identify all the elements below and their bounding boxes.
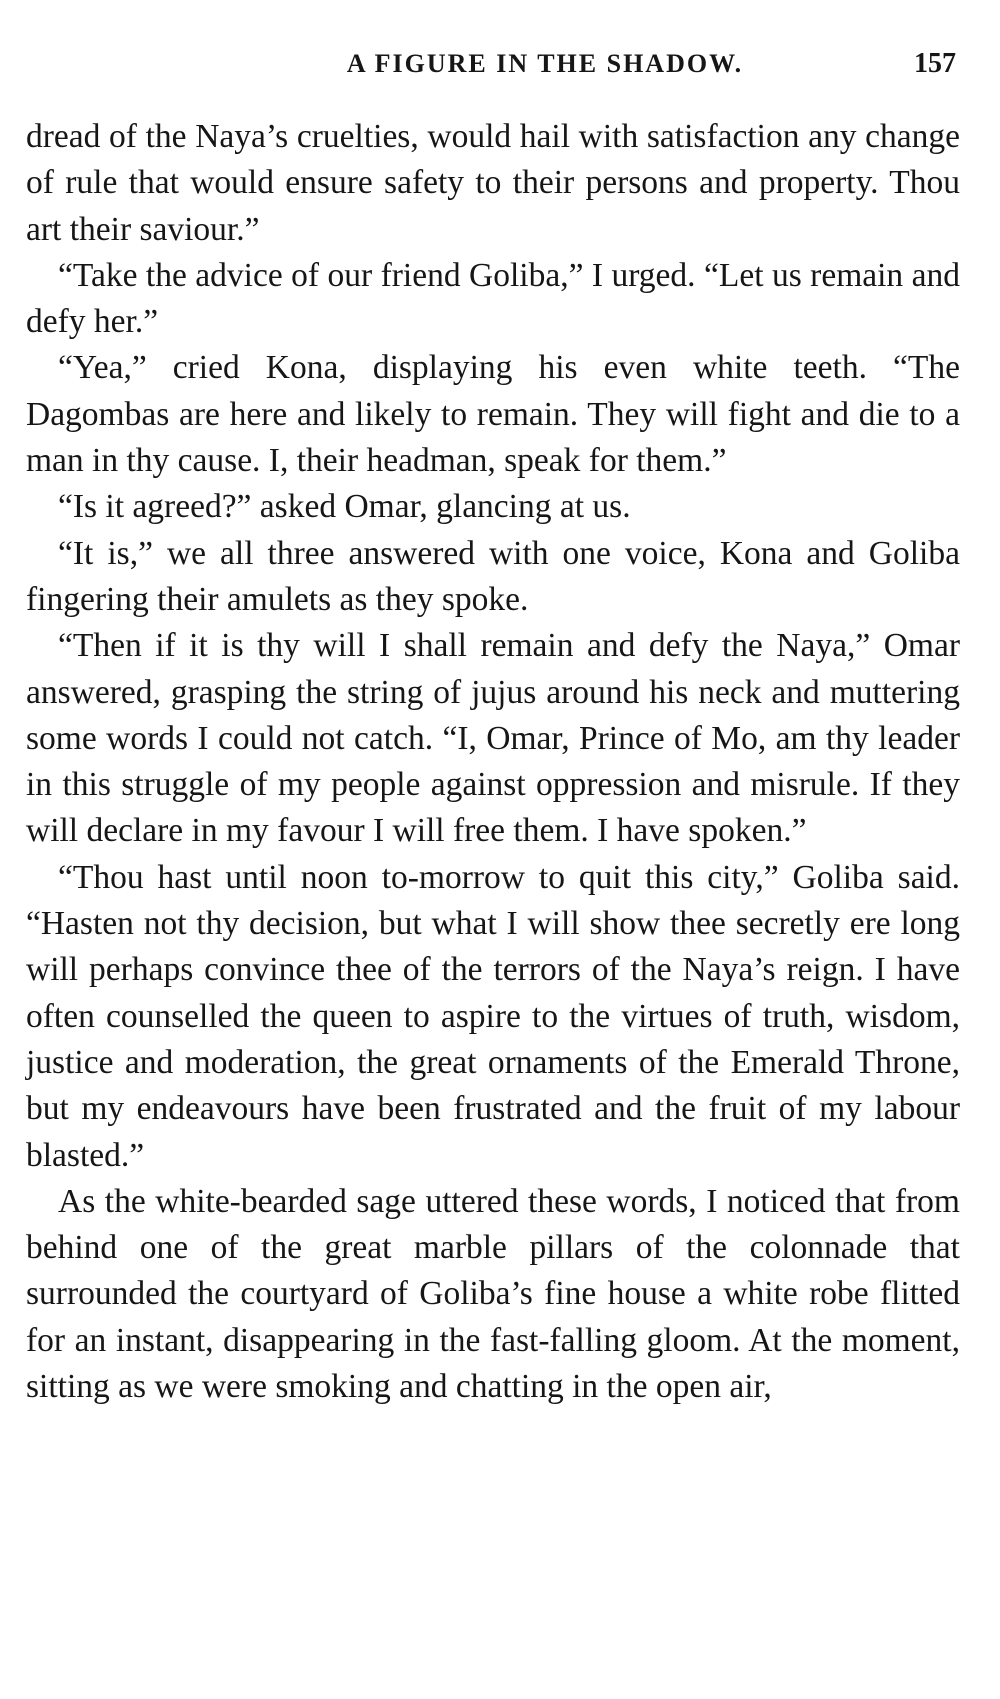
paragraph: “Take the advice of our friend Goliba,” I urged. “Let us remain and defy her.” (26, 256, 960, 341)
paragraph: “It is,” we all three answered with one voice, Kona and Goliba fingering their amulets as they spoke. (26, 534, 960, 618)
paragraph: As the white-bearded sage uttered these words, I noticed that from behind one of the great marble pillars of the colonnade that surrounded the courtyard of Goliba’s fine house a white robe flitted for an instant, disappearing in the fast-falling gloom. At the moment, sitting as we were smoking and chatting in the open air, (26, 1182, 960, 1406)
page-number: 157 (914, 48, 956, 79)
paragraph: dread of the Naya’s cruelties, would hail with satisfaction any change of rule that would ensure safety to their persons and property. Thou art their saviour.” (26, 118, 960, 248)
paragraph: “Yea,” cried Kona, displaying his even white teeth. “The Dagombas are here and likely to remain. They will fight and die to a man in thy cause. I, their headman, speak for them.” (26, 349, 960, 480)
paragraph: “Thou hast until noon to-morrow to quit this city,” Goliba said. “Hasten not thy decision, but what I will show thee secretly ere long will perhaps convince thee of the terrors of the Naya’s reign. I have often counselled the queen to aspire to the virtues of truth, wisdom, justice and moderation, the great ornaments of the Emerald Throne, but my endeavours have been frustrated and the fruit of my labour blasted.” (26, 858, 960, 1174)
running-head (26, 48, 960, 94)
running-title: A FIGURE IN THE SHADOW. (346, 49, 744, 78)
body-text (26, 114, 960, 1410)
paragraph: “Is it agreed?” asked Omar, glancing at us. (58, 488, 631, 526)
book-page (26, 48, 960, 1410)
paragraph: “Then if it is thy will I shall remain and defy the Naya,” Omar answered, grasping the string of jujus around his neck and muttering some words I could not catch. “I, Omar, Prince of Mo, am thy leader in this struggle of my people against oppression and misrule. If they will declare in my favour I will free them. I have spoken.” (26, 627, 960, 850)
